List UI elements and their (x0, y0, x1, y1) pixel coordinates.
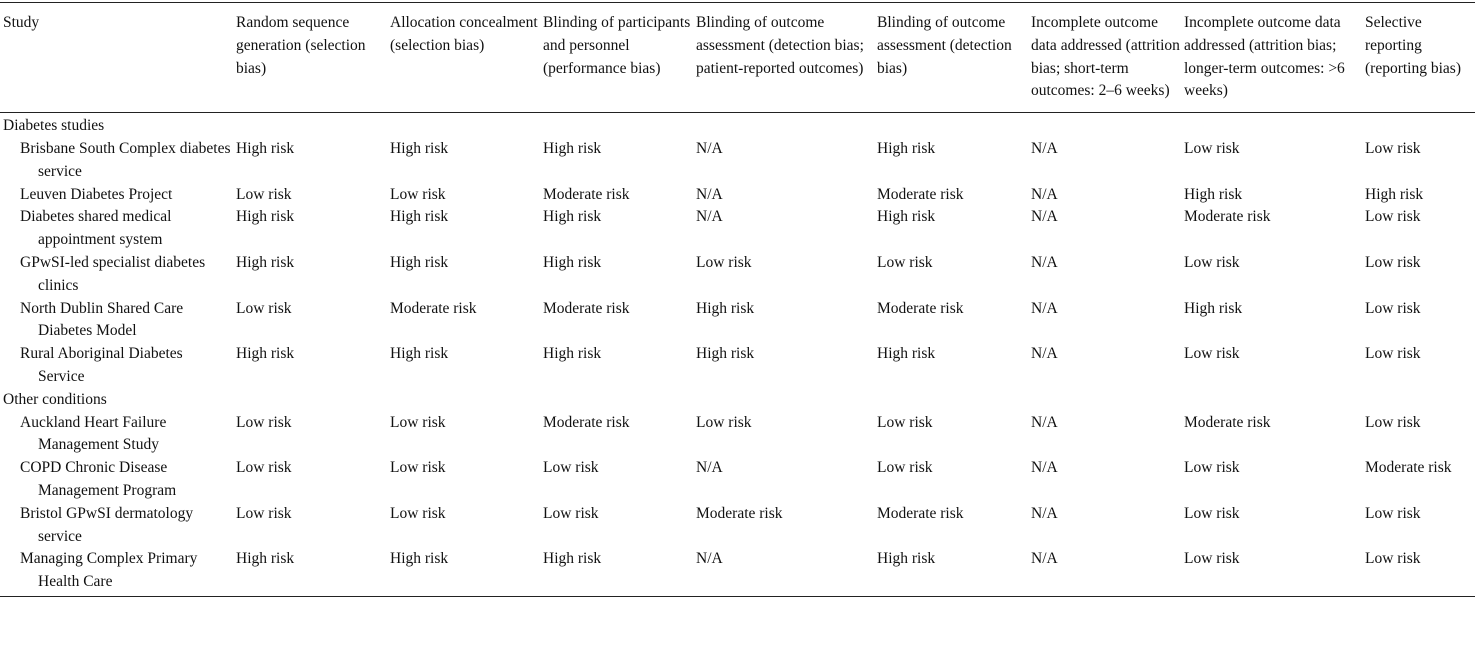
risk-cell: High risk (236, 139, 295, 157)
table-row (0, 412, 1475, 458)
risk-cell: Low risk (543, 459, 599, 477)
table-row (0, 138, 1475, 184)
risk-cell: High risk (543, 550, 602, 568)
column-header: Study (3, 14, 40, 31)
column-header: Blinding of outcome assessment (detection bias; patient-reported outcomes) (696, 14, 864, 77)
risk-cell: Low risk (1365, 345, 1421, 363)
risk-cell: Low risk (1365, 504, 1421, 522)
risk-cell: Low risk (696, 413, 752, 431)
risk-cell: N/A (1031, 253, 1058, 271)
risk-cell: Moderate risk (1365, 459, 1452, 477)
group-label: Diabetes studies (3, 117, 105, 135)
risk-cell: N/A (1031, 504, 1058, 522)
table-row (0, 298, 1475, 344)
study-name-text: North Dublin Shared Care Diabetes Model (20, 299, 184, 340)
risk-cell: Low risk (390, 504, 446, 522)
risk-cell: Low risk (236, 185, 292, 203)
risk-cell: N/A (1031, 345, 1058, 363)
risk-cell: Low risk (1184, 504, 1240, 522)
risk-cell: Low risk (1184, 550, 1240, 568)
risk-cell: N/A (696, 185, 723, 203)
risk-cell: High risk (390, 208, 449, 226)
risk-cell: N/A (1031, 299, 1058, 317)
risk-cell: Low risk (543, 504, 599, 522)
table-row (0, 184, 1475, 207)
study-name-text: Diabetes shared medical appointment system (20, 208, 172, 249)
study-name (0, 548, 236, 596)
risk-cell: Low risk (1365, 253, 1421, 271)
column-header: Blinding of participants and personnel (performance bias) (543, 14, 691, 77)
risk-cell: Low risk (1184, 459, 1240, 477)
risk-cell: High risk (1184, 299, 1243, 317)
group-row (0, 389, 1475, 412)
risk-cell: Moderate risk (1184, 208, 1271, 226)
table-row (0, 343, 1475, 389)
study-name (0, 343, 236, 389)
risk-cell: Low risk (1365, 413, 1421, 431)
column-header: Allocation concealment (selection bias) (390, 14, 538, 54)
risk-cell: High risk (543, 345, 602, 363)
risk-cell: Low risk (696, 253, 752, 271)
column-header: Blinding of outcome assessment (detection bias) (877, 14, 1012, 77)
risk-cell: High risk (236, 253, 295, 271)
risk-cell: Low risk (236, 413, 292, 431)
column-header: Incomplete outcome data addressed (attrition bias; short-term outcomes: 2–6 weeks) (1031, 14, 1180, 100)
column-header: Selective reporting (reporting bias) (1365, 14, 1461, 77)
risk-cell: High risk (390, 139, 449, 157)
risk-cell: Low risk (877, 413, 933, 431)
risk-cell: Low risk (877, 459, 933, 477)
risk-cell: High risk (696, 345, 755, 363)
risk-cell: N/A (1031, 208, 1058, 226)
risk-cell: Moderate risk (877, 504, 964, 522)
risk-cell: Moderate risk (696, 504, 783, 522)
risk-cell: Low risk (390, 459, 446, 477)
risk-cell: Low risk (236, 299, 292, 317)
risk-cell: N/A (1031, 185, 1058, 203)
group-label: Other conditions (3, 390, 107, 408)
risk-cell: Moderate risk (543, 185, 630, 203)
study-name (0, 503, 236, 549)
risk-cell: High risk (543, 208, 602, 226)
study-name (0, 412, 236, 458)
risk-cell: Low risk (1184, 345, 1240, 363)
risk-cell: Low risk (390, 185, 446, 203)
risk-cell: High risk (390, 345, 449, 363)
study-name (0, 138, 236, 184)
table-row (0, 252, 1475, 298)
risk-cell: High risk (543, 139, 602, 157)
risk-cell: Low risk (877, 253, 933, 271)
table-row (0, 503, 1475, 549)
risk-cell: High risk (1184, 185, 1243, 203)
column-header: Random sequence generation (selection bias) (236, 14, 366, 77)
risk-cell: Moderate risk (543, 413, 630, 431)
header-row (0, 3, 1475, 113)
table-header (0, 3, 1475, 113)
risk-cell: High risk (390, 550, 449, 568)
risk-cell: Low risk (1365, 550, 1421, 568)
risk-cell: High risk (877, 550, 936, 568)
study-name-text: COPD Chronic Disease Management Program (20, 459, 177, 499)
risk-cell: Low risk (390, 413, 446, 431)
column-header: Incomplete outcome data addressed (attrition bias; longer-term outcomes: >6 weeks) (1184, 14, 1345, 100)
table-row (0, 457, 1475, 503)
study-name-text: Auckland Heart Failure Management Study (20, 413, 167, 454)
study-name-text: Managing Complex Primary Health Care (20, 550, 198, 591)
risk-cell: Low risk (1365, 208, 1421, 226)
risk-cell: N/A (696, 139, 723, 157)
risk-cell: Low risk (1365, 299, 1421, 317)
risk-cell: N/A (1031, 459, 1058, 477)
risk-cell: Moderate risk (390, 299, 477, 317)
risk-cell: N/A (1031, 550, 1058, 568)
table-row (0, 548, 1475, 596)
risk-cell: High risk (877, 208, 936, 226)
study-name (0, 457, 236, 503)
risk-cell: N/A (696, 459, 723, 477)
table-body (0, 113, 1475, 597)
study-name (0, 206, 236, 252)
risk-of-bias-table (0, 2, 1475, 597)
risk-cell: Low risk (1184, 139, 1240, 157)
risk-cell: Low risk (1184, 253, 1240, 271)
risk-cell: Low risk (236, 459, 292, 477)
risk-cell: High risk (236, 550, 295, 568)
risk-cell: High risk (236, 208, 295, 226)
study-name-text: GPwSI-led specialist diabetes clinics (20, 253, 206, 294)
risk-cell: Moderate risk (877, 299, 964, 317)
risk-cell: N/A (1031, 413, 1058, 431)
risk-cell: Low risk (1365, 139, 1421, 157)
risk-cell: High risk (877, 345, 936, 363)
risk-cell: Low risk (236, 504, 292, 522)
study-name-text: Brisbane South Complex diabetes service (20, 139, 231, 180)
risk-cell: High risk (877, 139, 936, 157)
risk-cell: High risk (390, 253, 449, 271)
study-name-text: Rural Aboriginal Diabetes Service (20, 345, 183, 385)
study-name-text: Leuven Diabetes Project (20, 185, 173, 203)
risk-cell: Moderate risk (543, 299, 630, 317)
risk-cell: N/A (1031, 139, 1058, 157)
study-name (0, 252, 236, 298)
risk-cell: High risk (236, 345, 295, 363)
table-row (0, 206, 1475, 252)
group-row (0, 113, 1475, 138)
risk-cell: Moderate risk (877, 185, 964, 203)
study-name-text: Bristol GPwSI dermatology service (20, 504, 194, 545)
risk-cell: High risk (696, 299, 755, 317)
study-name (0, 184, 236, 207)
risk-cell: Moderate risk (1184, 413, 1271, 431)
risk-cell: N/A (696, 208, 723, 226)
risk-cell: High risk (1365, 185, 1424, 203)
risk-cell: High risk (543, 253, 602, 271)
risk-cell: N/A (696, 550, 723, 568)
study-name (0, 298, 236, 344)
